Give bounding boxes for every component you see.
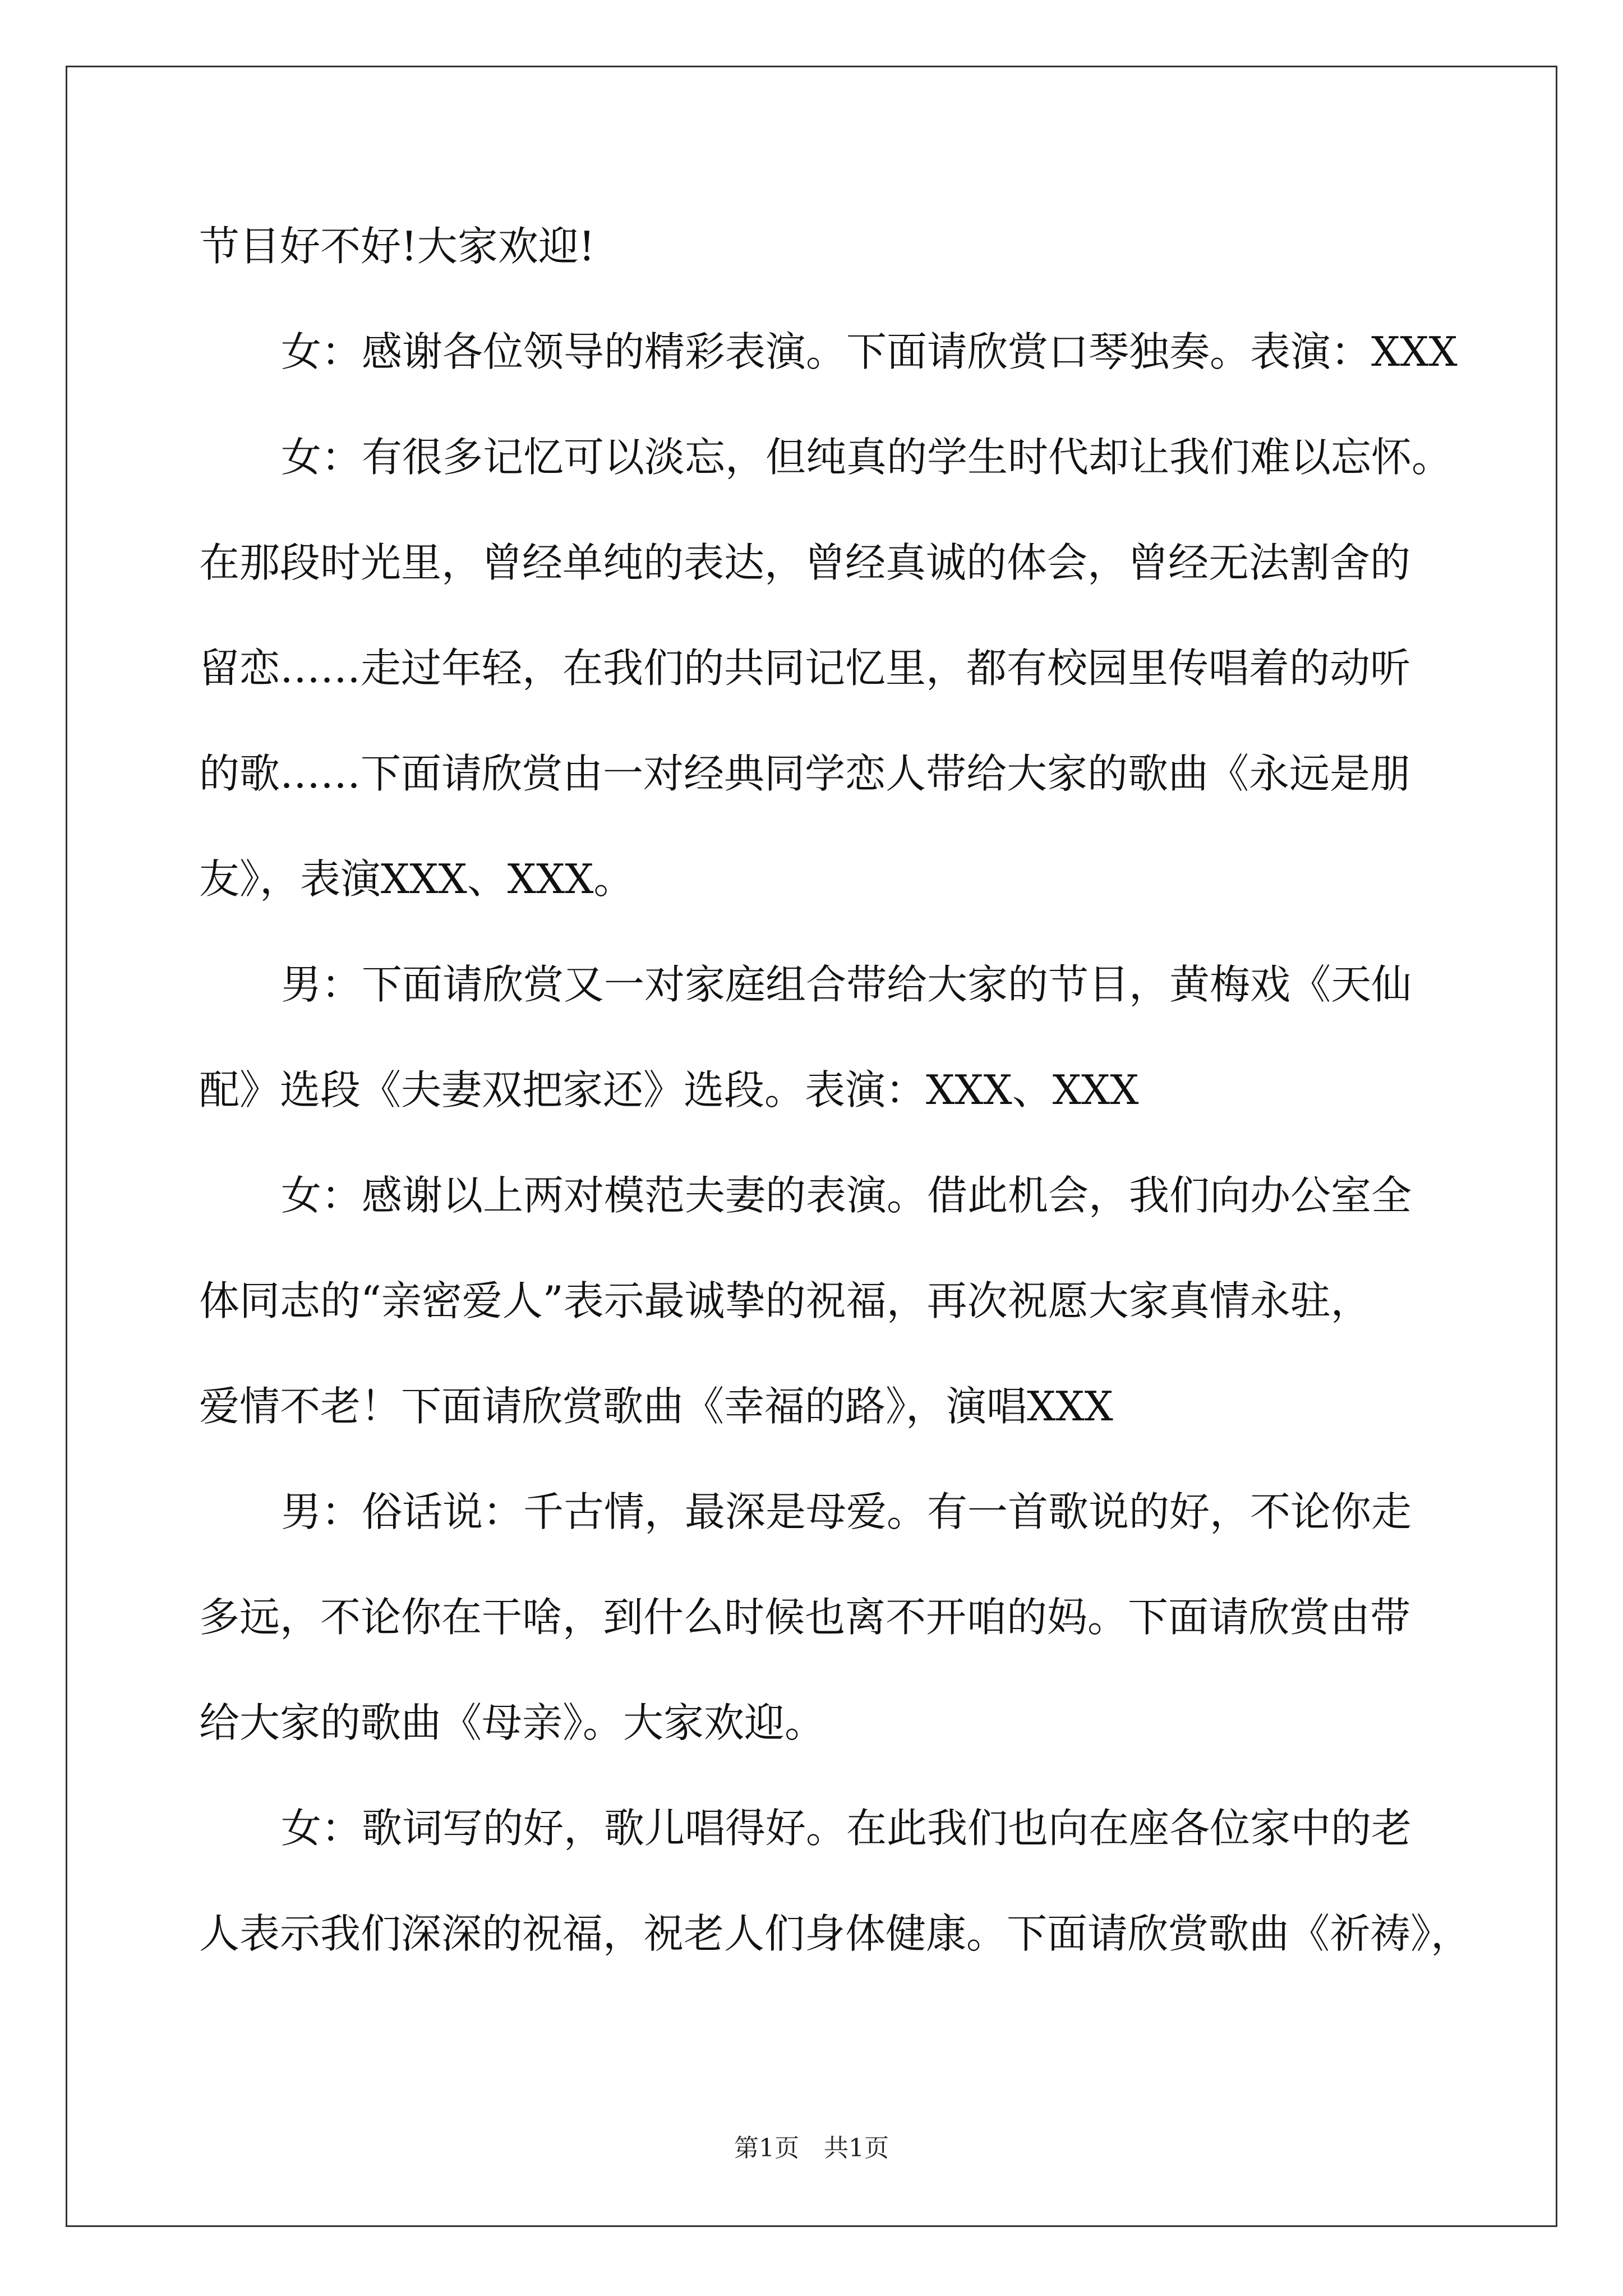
text-line: 配》选段《夫妻双把家还》选段。表演：XXX、XXX — [199, 1066, 1139, 1114]
document-body — [199, 194, 1472, 1986]
text-line: 在那段时光里，曾经单纯的表达，曾经真诚的体会，曾经无法割舍的 — [199, 539, 1411, 586]
text-line: 女：歌词写的好，歌儿唱得好。在此我们也向在座各位家中的老 — [281, 1805, 1412, 1852]
text-line: 给大家的歌曲《母亲》。大家欢迎。 — [199, 1699, 826, 1746]
text-line: 女：感谢以上两对模范夫妻的表演。借此机会，我们向办公室全 — [281, 1172, 1412, 1219]
text-line: 的歌……下面请欣赏由一对经典同学恋人带给大家的歌曲《永远是朋 — [199, 750, 1411, 797]
page-number-footer: 第1页 共1页 — [734, 2134, 889, 2162]
text-line: 男：下面请欣赏又一对家庭组合带给大家的节目，黄梅戏《天仙 — [281, 961, 1412, 1008]
text-line: 男：俗话说：千古情，最深是母爱。有一首歌说的好，不论你走 — [281, 1488, 1412, 1535]
text-line: 女：感谢各位领导的精彩表演。下面请欣赏口琴独奏。表演：XXX — [281, 328, 1458, 375]
text-line: 女：有很多记忆可以淡忘，但纯真的学生时代却让我们难以忘怀。 — [281, 434, 1453, 481]
text-line: 人表示我们深深的祝福，祝老人们身体健康。下面请欣赏歌曲《祈祷》， — [199, 1910, 1472, 1957]
text-line: 节目好不好!大家欢迎! — [199, 223, 595, 270]
text-line: 友》，表演XXX、XXX。 — [199, 855, 634, 903]
text-line: 体同志的“亲密爱人”表示最诚挚的祝福，再次祝愿大家真情永驻， — [199, 1277, 1371, 1324]
text-line: 爱情不老！下面请欣赏歌曲《幸福的路》，演唱XXX — [199, 1383, 1113, 1430]
text-line: 多远，不论你在干啥，到什么时候也离不开咱的妈。下面请欣赏由带 — [199, 1594, 1411, 1641]
text-line: 留恋……走过年轻，在我们的共同记忆里，都有校园里传唱着的动听 — [199, 645, 1411, 692]
